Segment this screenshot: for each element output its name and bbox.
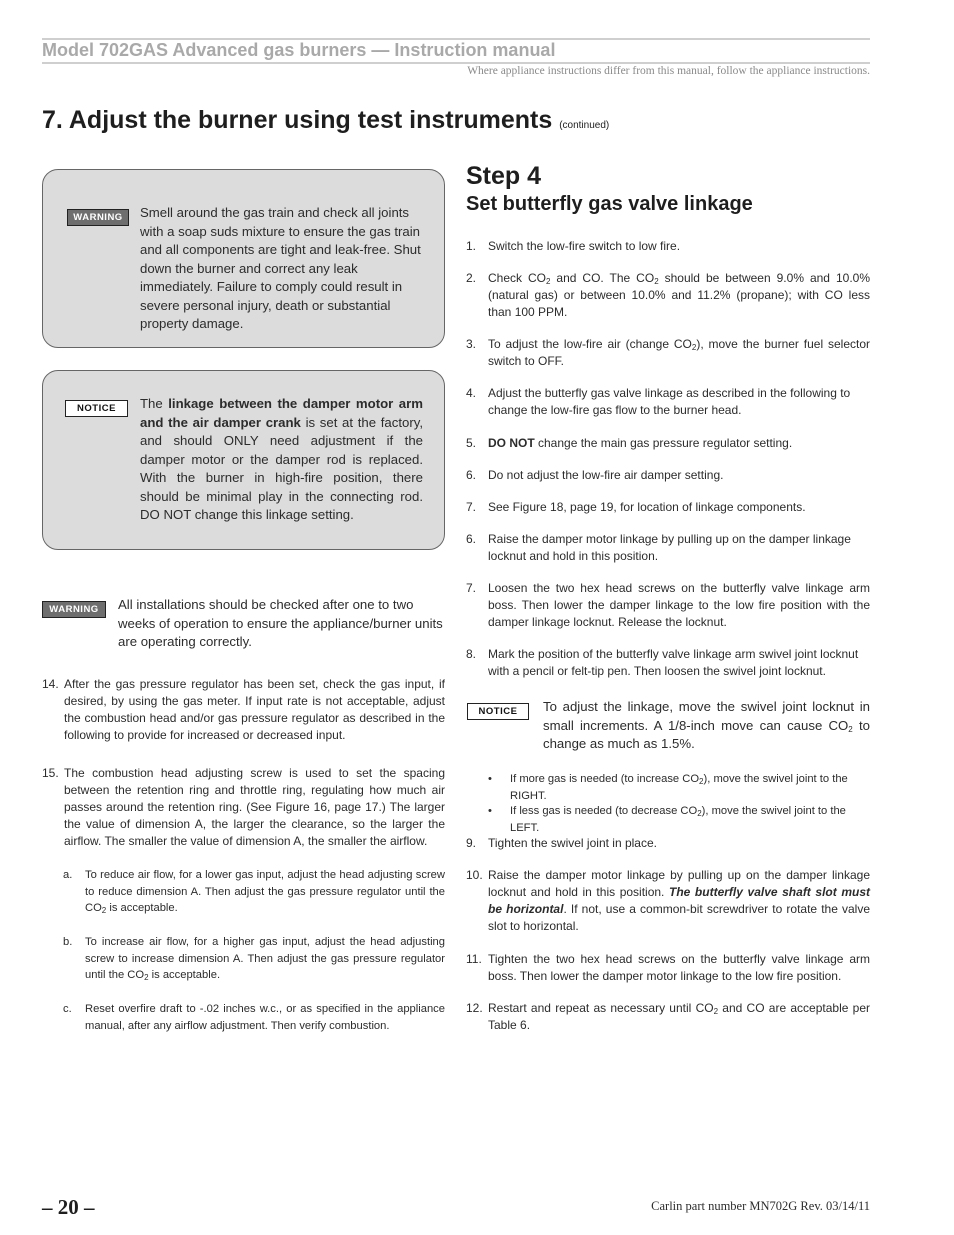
page-number: – 20 – [42,1195,95,1219]
warning-text-2: All installations should be checked after one to two weeks of operation to ensure the appliance/burner units are operating correctly. [118,597,443,649]
bullet-more-gas: • If more gas is needed (to increase $CO_2$), move the swivel joint to the RIGHT. [488,773,848,802]
step-item-12: 12. Restart and repeat as necessary until $CO_2$ and CO are acceptable per Table 6. [466,1001,871,1032]
item-15: 15. The combustion head adjusting screw is used to set the spacing between the retention ring and throttle ring, regulating how much air passes around the retention ring. (See Figure 16, page 17.) The larger the value of dimension A, the larger the clearance, so the larger the airflow. The smaller the value of dimension A, the smaller the airflow. [42,766,445,848]
part-number: Carlin part number MN702G Rev. 03/14/11 [651,1199,870,1213]
warning-tag: WARNING [67,209,129,226]
warning-box [42,169,445,348]
notice-tag: NOTICE [65,400,128,417]
item-15b: b. To increase air flow, for a higher gas input, adjust the head adjusting screw to increase dimension A. Then adjust the gas pressure regulator until the $CO_2$ is acceptable. [63,936,445,982]
bullet-less-gas: • If less gas is needed (to decrease $CO_2$), move the swivel joint to the LEFT. [488,805,846,834]
item-15a: a. To reduce air flow, for a lower gas input, adjust the head adjusting screw to reduce dimension A. Then adjust the gas pressure regulator until the $CO_2$ is acceptable. [63,869,445,915]
step-item-11: 11. Tighten the two hex head screws on the butterfly valve linkage arm boss. Then lower the damper motor linkage to the low fire position. [466,952,870,983]
step-title: Step 4 [466,162,542,190]
step-item-3: 3. To adjust the low-fire air (change $CO_2$), move the burner fuel selector switch to OFF. [466,337,870,368]
step-subtitle: Set butterfly gas valve linkage [466,193,753,215]
notice-bold-text: linkage between the damper motor arm and the air damper crank [140,396,424,430]
section-title [42,106,609,135]
notice-text-2: To adjust the linkage, move the swivel joint locknut in small increments. A 1/8-inch move can cause $CO_2$ to change as much as 1.5%. [543,699,870,751]
item-15c: c. Reset overfire draft to -.02 inches w.c., or as specified in the appliance manual, after any airflow adjustment. Then verify combustion. [63,1003,445,1032]
step-item-6: 6. Do not adjust the low-fire air damper setting. [466,468,724,482]
bullet-icon: • [488,805,492,817]
notice-text: The linkage between the damper motor arm and the air damper crank is set at the factory, and should ONLY need adjustment if the damper motor or the damper rod is replaced. With the burner in high-fire position, there should be minimal play in the connecting rod. DO NOT change this linkage setting. [140,396,424,522]
notice-box [42,370,445,550]
warning-tag-2: WARNING [42,601,106,618]
continued-label: (continued) [559,120,610,131]
bullet-icon: • [488,773,492,785]
step-item-5: 5. DO NOT change the main gas pressure regulator setting. [466,436,793,450]
step-item-1: 1. Switch the low-fire switch to low fire. [466,239,681,253]
manual-subtitle: Where appliance instructions differ from this manual, follow the appliance instructions. [467,65,870,77]
manual-title: Model 702GAS Advanced gas burners — Instruction manual [42,40,556,60]
step-item-2: 2. Check $CO_2$ and CO. The $CO_2$ should be between 9.0% and 10.0% (natural gas) or between 10.0% and 11.2% (propane); with CO less than 100 PPM. [466,271,870,319]
header-rule-bottom [42,62,870,64]
notice-tag-2: NOTICE [467,703,529,720]
step-item-6b: 6. Raise the damper motor linkage by pulling up on the damper linkage locknut and hold in this position. [466,532,851,563]
step-item-9: 9. Tighten the swivel joint in place. [466,836,657,850]
step-item-8: 8. Mark the position of the butterfly valve linkage arm swivel joint locknut with a pencil or felt-tip pen. Then loosen the swivel joint locknut. [466,647,859,678]
section-title-text: 7. Adjust the burner using test instruments [42,106,553,134]
step-item-4: 4. Adjust the butterfly gas valve linkage as described in the following to change the low-fire gas flow to the burner head. [466,386,851,417]
step-item-10: 10. Raise the damper motor linkage by pulling up on the damper linkage locknut and hold in this position. The butterfly valve shaft slot must be horizontal. If not, use a common-bit screwdriver to rotate the valve slot to horizontal. [466,868,871,933]
step-item-7b: 7. Loosen the two hex head screws on the butterfly valve linkage arm boss. Then lower the damper linkage to the low fire position with the damper linkage locknut. Release the locknut. [466,581,870,629]
warning-text: Smell around the gas train and check all joints with a soap suds mixture to ensure the gas train and all components are tight and leak-free. Shut down the burner and correct any leak immediately. Failure to comply could result in severe personal injury, death or substantial property damage. [140,205,421,331]
step-item-7: 7. See Figure 18, page 19, for location of linkage components. [466,500,806,514]
item-14: 14. After the gas pressure regulator has been set, check the gas input, if desired, by using the gas meter. If input rate is not acceptable, adjust the combustion head and/or gas pressure regulator as described in the following to provide for increased or decreased input. [42,677,445,742]
